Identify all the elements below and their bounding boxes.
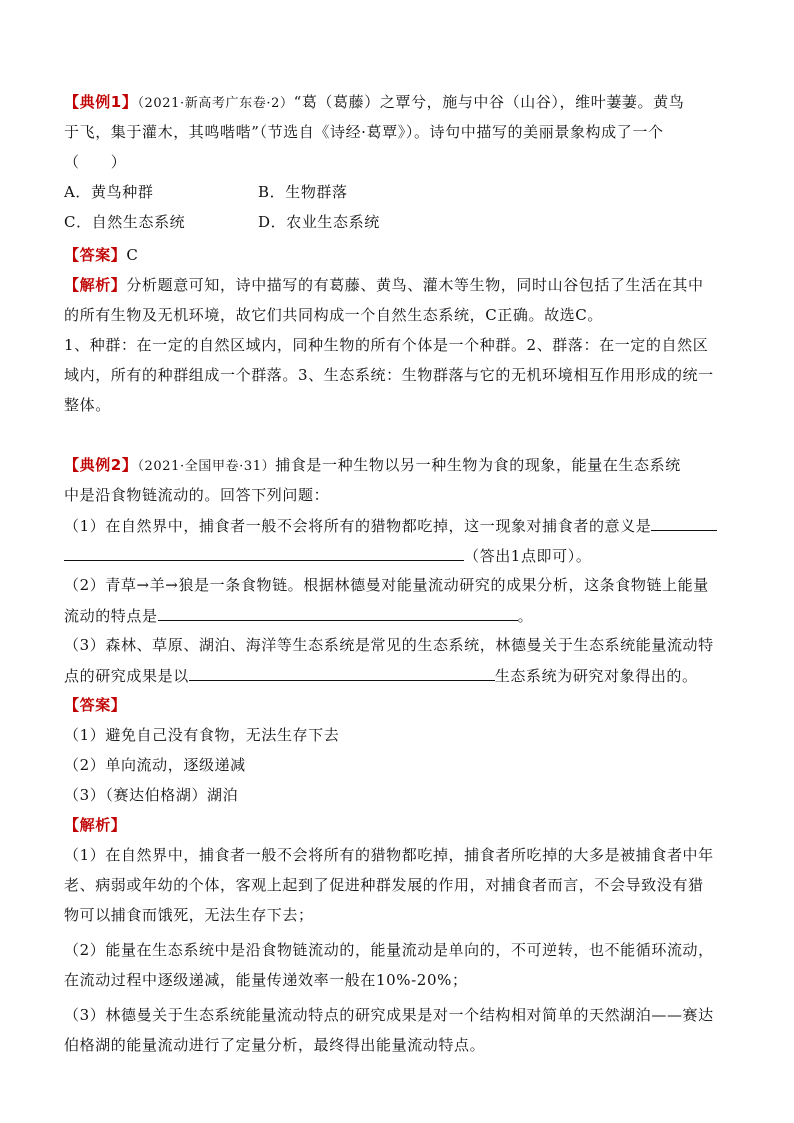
ex2-tag: 【典例2】	[64, 456, 138, 474]
ex2-analysis-1-line-2: 老、病弱或年幼的个体，客观上起到了促进种群发展的作用，对捕食者而言，不会导致没有猎	[64, 876, 704, 894]
ex1-options-row-1	[64, 182, 348, 202]
ex1-stem-line-2: 于飞，集于灌木，其鸣喈喈”（节选自《诗经·葛覃》）。诗句中描写的美丽景象构成了一个	[64, 123, 664, 141]
ex2-q3-line-1: （3）森林、草原、湖泊、海洋等生态系统是常见的生态系统，林德曼关于生态系统能量流动特	[64, 636, 714, 654]
ex1-analysis-line-1	[64, 275, 704, 295]
ex2-q1-line-1	[64, 515, 717, 536]
ex2-analysis-2-line-1: （2）能量在生态系统中是沿食物链流动的，能量流动是单向的，不可逆转，也不能循环流动，	[64, 941, 714, 959]
ex2-analysis-tag: 【解析】	[64, 816, 127, 834]
ex2-q2-tail: 。	[517, 607, 534, 625]
answer-blank-2[interactable]	[158, 605, 518, 621]
option-c: C．自然生态系统	[64, 213, 186, 231]
ex2-analysis-2-line-2: 在流动过程中逐级递减，能量传递效率一般在10%-20%；	[64, 971, 468, 989]
ex2-q3-line-2	[64, 665, 698, 686]
ex2-analysis-3-line-1: （3）林德曼关于生态系统能量流动特点的研究成果是对一个结构相对简单的天然湖泊——赛达	[64, 1006, 714, 1024]
ex1-answer-value: C	[126, 246, 139, 264]
answer-blank-1b[interactable]	[64, 545, 464, 561]
ex2-q2-line-1: （2）青草→羊→狼是一条食物链。根据林德曼对能量流动研究的成果分析，这条食物链上能量	[64, 576, 709, 594]
ex2-stem-1: 捕食是一种生物以另一种生物为食的现象，能量在生态系统	[275, 456, 681, 474]
ex1-note-line-3: 整体。	[64, 396, 111, 414]
answer-blank-1a[interactable]	[651, 515, 717, 531]
ex2-stem-line-2: 中是沿食物链流动的。回答下列问题：	[64, 486, 330, 504]
ex2-analysis-1-line-1: （1）在自然界中，捕食者一般不会将所有的猎物都吃掉，捕食者所吃掉的大多是被捕食者中年	[64, 846, 714, 864]
ex2-q2-text: 流动的特点是	[64, 607, 158, 625]
ex2-answer-tag: 【答案】	[64, 696, 127, 714]
ex2-answer-3: （3）（赛达伯格湖）湖泊	[64, 786, 239, 804]
ex2-analysis-1-line-3: 物可以捕食而饿死，无法生存下去；	[64, 906, 314, 924]
ex1-stem-1: “葛（葛藤）之覃兮，施与中谷（山谷），维叶萋萋。黄鸟	[293, 93, 685, 111]
ex1-answer-tag: 【答案】	[64, 246, 127, 264]
ex1-note-line-2: 域内，所有的种群组成一个群落。3、生态系统：生物群落与它的无机环境相互作用形成的统一	[64, 366, 714, 384]
option-a: A．黄鸟种群	[64, 183, 154, 201]
ex2-q1-tail: （答出1点即可）。	[464, 547, 592, 565]
ex1-options-row-2	[64, 212, 380, 232]
ex2-answer-2: （2）单向流动，逐级递减	[64, 756, 246, 774]
ex1-answer	[64, 245, 138, 265]
ex1-analysis-line-2: 的所有生物及无机环境，故它们共同构成一个自然生态系统，C正确。故选C。	[64, 306, 603, 324]
ex2-answer-1: （1）避免自己没有食物，无法生存下去	[64, 726, 340, 744]
ex1-tag: 【典例1】	[64, 93, 138, 111]
ex2-analysis-heading	[64, 815, 126, 835]
ex2-answer-heading	[64, 695, 126, 715]
ex2-q3-tail: 生态系统为研究对象得出的。	[494, 667, 698, 685]
option-b: B．生物群落	[258, 183, 348, 201]
ex2-stem-line-1	[64, 455, 681, 477]
ex1-stem-line-1	[64, 92, 684, 114]
ex1-note-line-1: 1、种群：在一定的自然区域内，同种生物的所有个体是一个种群。2、群落：在一定的自然区	[64, 336, 709, 354]
ex2-q1-text: （1）在自然界中，捕食者一般不会将所有的猎物都吃掉，这一现象对捕食者的意义是	[64, 517, 652, 535]
ex2-q3-text: 点的研究成果是以	[64, 667, 189, 685]
ex1-analysis-tag: 【解析】	[64, 276, 127, 294]
ex1-analysis-1: 分析题意可知，诗中描写的有葛藤、黄鸟、灌木等生物，同时山谷包括了生活在其中	[126, 276, 704, 294]
ex2-analysis-3-line-2: 伯格湖的能量流动进行了定量分析，最终得出能量流动特点。	[64, 1036, 486, 1054]
ex2-q1-line-2	[64, 545, 591, 566]
ex2-q2-line-2	[64, 605, 533, 626]
ex2-source: （2021·全国甲卷·31）	[137, 459, 276, 474]
ex1-stem-line-3: （ ）	[64, 153, 127, 171]
answer-blank-3[interactable]	[189, 665, 495, 681]
option-d: D．农业生态系统	[258, 213, 380, 231]
ex1-source: （2021·新高考广东卷·2）	[137, 96, 294, 111]
